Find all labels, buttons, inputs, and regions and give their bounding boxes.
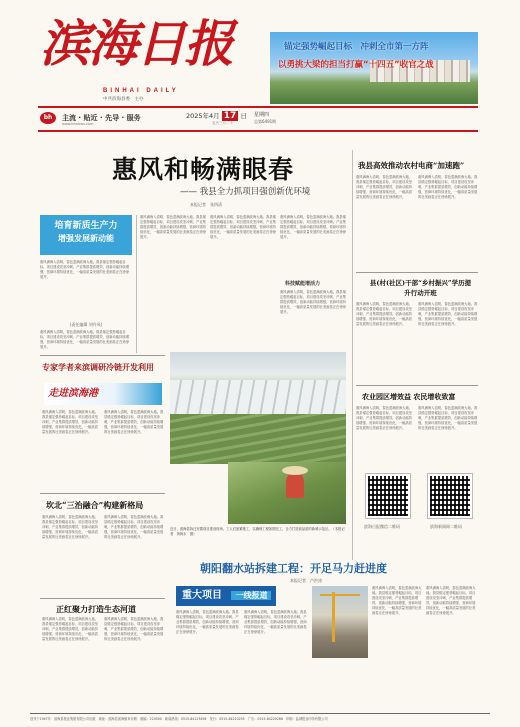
right3-body-col1: 惠风满海入清明，春色盈满滨海大地。我县锚定强势崛起目标，项目建设攻坚冲刺，产业集群提质增效，创新动能持续增强，营商环境持续优化，一幅高质量发展的壮美画卷正在徐徐展开。 xyxy=(356,406,413,430)
right-title-1: 我县高效推动农村电商“加速跑” xyxy=(358,161,465,170)
lead-subtitle: —— 我县全力抓项目强创新优环境 xyxy=(180,187,311,197)
qr-label-1: 滨海日报微信二维码 xyxy=(364,524,400,529)
bottom-body-col3: 惠风满海入清明，春色盈满滨海大地。我县锚定强势崛起目标，项目建设攻坚冲刺，产业集群提质增效，创新动能持续增强，营商环境持续优化，一幅高质量发展的壮美画卷正在徐徐展开。 xyxy=(372,586,422,615)
bottom-section-label xyxy=(176,586,276,606)
masthead-url[interactable]: www.bhnews.com xyxy=(62,122,94,126)
lead-side-end: (责任编辑 刘丹凤) xyxy=(69,322,103,327)
date-day: 17 xyxy=(223,111,237,121)
lead-body-col4: 惠风满海入清明，春色盈满滨海大地。我县锚定强势崛起目标，项目建设攻坚冲刺，产业集群提质增效，创新动能持续增强，营商环境持续优化，一幅高质量发展的壮美画卷正在徐徐展开。 xyxy=(280,215,346,239)
item2-title: 坎北“三治融合”构建新格局 xyxy=(46,500,144,510)
right-title-3: 农业园区增效益 农民增收致富 xyxy=(362,392,456,401)
lead-subhead: 科技赋能增活力 xyxy=(285,281,321,287)
lead-byline: 本报记者 张四清 xyxy=(190,202,222,207)
masthead-lunar: 农历三月二十 xyxy=(212,121,233,125)
item3-body-col2: 惠风满海入清明，春色盈满滨海大地。我县锚定强势崛起目标，项目建设攻坚冲刺，产业集群提质增效，创新动能持续增强，营商环境持续优化，一幅高质量发展的壮美画卷正在徐徐展开。 xyxy=(104,617,164,641)
bottom-photo-crane-arm xyxy=(320,594,360,596)
section-label-sub: 一线报道 xyxy=(231,591,271,600)
lead-inset-photo xyxy=(228,462,346,524)
bottom-body-col4: 惠风满海入清明，春色盈满滨海大地。我县锚定强势崛起目标，项目建设攻坚冲刺，产业集群提质增效，创新动能持续增强，营商环境持续优化，一幅高质量发展的壮美画卷正在徐徐展开。 xyxy=(426,586,476,615)
lead-title: 惠风和畅满眼春 xyxy=(112,155,295,184)
right2-body-col2: 惠风满海入清明，春色盈满滨海大地。我县锚定强势崛起目标，项目建设攻坚冲刺，产业集群提质增效，创新动能持续增强，营商环境持续优化，一幅高质量发展的壮美画卷正在徐徐展开。 xyxy=(418,302,478,326)
left-rule-2 xyxy=(40,493,165,494)
inset-person xyxy=(286,472,304,498)
item2-body-col2: 惠风满海入清明，春色盈满滨海大地。我县锚定强势崛起目标，项目建设攻坚冲刺，产业集群提质增效，创新动能持续增强，营商环境持续优化，一幅高质量发展的壮美画卷正在徐徐展开。 xyxy=(104,515,164,539)
qr-code-wechat[interactable] xyxy=(366,474,410,518)
right1-body-col1: 惠风满海入清明，春色盈满滨海大地。我县锚定强势崛起目标，项目建设攻坚冲刺，产业集群提质增效，创新动能持续增强，营商环境持续优化，一幅高质量发展的壮美画卷正在徐徐展开。 xyxy=(356,175,413,199)
footer-rule xyxy=(30,713,490,714)
qr-code-news[interactable] xyxy=(428,474,472,518)
lead-body-col3: 惠风满海入清明，春色盈满滨海大地。我县锚定强势崛起目标，项目建设攻坚冲刺，产业集群提质增效，创新动能持续增强，营商环境持续优化，一幅高质量发展的壮美画卷正在徐徐展开。 xyxy=(210,215,276,239)
masthead-issue: 总第6491期 xyxy=(254,119,277,124)
right2-body-col1: 惠风满海入清明，春色盈满滨海大地。我县锚定强势崛起目标，项目建设攻坚冲刺，产业集群提质增效，创新动能持续增强，营商环境持续优化，一幅高质量发展的壮美画卷正在徐徐展开。 xyxy=(356,302,413,326)
lead-side-title-line2: 增强发展新动能 xyxy=(58,234,114,243)
logo-badge-text: bh xyxy=(43,114,53,121)
bottom-photo xyxy=(312,586,368,658)
left-rule-3 xyxy=(40,598,165,599)
item3-title: 正红聚力打造生态河道 xyxy=(56,604,136,614)
logo-badge xyxy=(40,112,56,124)
lead-photo xyxy=(170,352,346,464)
footer-text: 创刊于1947年 滨海县报业集团有限公司出版 地址：滨海县滨海镇阜东路 邮编：224500 新闻热线：0515-84123456 发行：0515-84220255 广告：0515-84220266 印刷：盐城报业印务有限公司 xyxy=(30,717,328,721)
lead-body-col2: 惠风满海入清明，春色盈满滨海大地。我县锚定强势崛起目标，项目建设攻坚冲刺，产业集群提质增效，创新动能持续增强，营商环境持续优化，一幅高质量发展的壮美画卷正在徐徐展开。 xyxy=(140,215,206,239)
lead-photo-greenhouses xyxy=(170,380,346,414)
inset-hat xyxy=(282,466,308,475)
right-divider xyxy=(352,150,353,560)
bottom-byline: 本报记者 卢洪涛 xyxy=(290,578,322,583)
lead-body-col1b: 惠风满海入清明，春色盈满滨海大地。我县锚定强势崛起目标，项目建设攻坚冲刺，产业集群提质增效，创新动能持续增强，营商环境持续优化，一幅高质量发展的壮美画卷正在徐徐展开。 xyxy=(40,330,130,349)
item2-body-col1: 惠风满海入清明，春色盈满滨海大地。我县锚定强势崛起目标，项目建设攻坚冲刺，产业集群提质增效，创新动能持续增强，营商环境持续优化，一幅高质量发展的壮美画卷正在徐徐展开。 xyxy=(42,515,99,539)
bottom-title: 朝阳翻水站拆建工程：开足马力赶进度 xyxy=(200,562,387,575)
right-rule-2 xyxy=(356,385,478,386)
bottom-body-col2: 惠风满海入清明，春色盈满滨海大地。我县锚定强势崛起目标，项目建设攻坚冲刺，产业集群提质增效，创新动能持续增强，营商环境持续优化，一幅高质量发展的壮美画卷正在徐徐展开。 xyxy=(244,610,307,634)
masthead-rule xyxy=(38,106,478,108)
right1-body-col2: 惠风满海入清明，春色盈满滨海大地。我县锚定强势崛起目标，项目建设攻坚冲刺，产业集群提质增效，创新动能持续增强，营商环境持续优化，一幅高质量发展的壮美画卷正在徐徐展开。 xyxy=(418,175,478,199)
feature-logo-text: 走进滨海港 xyxy=(48,388,98,399)
lead-side-title xyxy=(40,215,132,255)
masthead-banner xyxy=(270,32,478,104)
masthead-pinyin: BINHAI DAILY xyxy=(103,88,179,94)
banner-line2: 以勇挑大梁的担当打赢“十四五”收官之战 xyxy=(278,60,434,70)
lead-body-col1: 惠风满海入清明，春色盈满滨海大地。我县锚定强势崛起目标，项目建设攻坚冲刺，产业集群提质增效，创新动能持续增强，营商环境持续优化，一幅高质量发展的壮美画卷正在徐徐展开。 xyxy=(40,260,130,279)
lead-side-title-line1: 培育新质生产力 xyxy=(54,221,118,231)
masthead-date xyxy=(186,111,247,121)
banner-line1: 锚定强势崛起目标 冲刺全市第一方阵 xyxy=(284,42,429,52)
left-rule-1 xyxy=(40,355,165,356)
lead-photo-fields xyxy=(170,414,346,464)
date-day-suffix: 日 xyxy=(240,112,247,120)
feature-body-col2: 惠风满海入清明，春色盈满滨海大地。我县锚定强势崛起目标，项目建设攻坚冲刺，产业集群提质增效，创新动能持续增强，营商环境持续优化，一幅高质量发展的壮美画卷正在徐徐展开。 xyxy=(104,410,164,434)
bottom-photo-crane xyxy=(332,592,335,642)
masthead-slogan: 主流 · 贴近 · 先导 · 服务 xyxy=(62,114,141,122)
col-divider xyxy=(136,215,137,353)
lead-body-col4b: 惠风满海入清明，春色盈满滨海大地。我县锚定强势崛起目标，项目建设攻坚冲刺，产业集群提质增效，创新动能持续增强，营商环境持续优化，一幅高质量发展的壮美画卷正在徐徐展开。 xyxy=(280,290,346,314)
right3-body-col2: 惠风满海入清明，春色盈满滨海大地。我县锚定强势崛起目标，项目建设攻坚冲刺，产业集群提质增效，创新动能持续增强，营商环境持续优化，一幅高质量发展的壮美画卷正在徐徐展开。 xyxy=(418,406,478,430)
feature-title: 专家学者来滨调研冷链开发利用 xyxy=(42,362,154,372)
bottom-body-col1: 惠风满海入清明，春色盈满滨海大地。我县锚定强势崛起目标，项目建设攻坚冲刺，产业集群提质增效，创新动能持续增强，营商环境持续优化，一幅高质量发展的壮美画卷正在徐徐展开。 xyxy=(176,610,239,634)
section-label-main: 重大项目 xyxy=(182,590,222,601)
masthead-publisher: 中共滨海县委 主办 xyxy=(103,97,144,102)
item3-body-col1: 惠风满海入清明，春色盈满滨海大地。我县锚定强势崛起目标，项目建设攻坚冲刺，产业集群提质增效，创新动能持续增强，营商环境持续优化，一幅高质量发展的壮美画卷正在徐徐展开。 xyxy=(42,617,99,641)
masthead-weekday: 星期四 xyxy=(254,112,270,118)
right-title-2: 县(村(社区)干部“乡村振兴”学历提升行动开班 xyxy=(369,279,472,297)
date-month: 2025年4月 xyxy=(186,112,220,120)
qr-label-2: 滨海新闻网二维码 xyxy=(430,524,462,529)
masthead-bottom-rule xyxy=(38,130,478,132)
feature-body-col1: 惠风满海入清明，春色盈满滨海大地。我县锚定强势崛起目标，项目建设攻坚冲刺，产业集群提质增效，创新动能持续增强，营商环境持续优化，一幅高质量发展的壮美画卷正在徐徐展开。 xyxy=(42,410,99,434)
feature-logo xyxy=(44,383,162,405)
masthead-title: 滨海日报 xyxy=(40,14,232,73)
lead-photo-caption: 近日，滨海县拆迁安置项目建设现场，工人们加紧施工，以确保工程如期完工，全力打造高品质的新城示范区。（本报记者 刘尚永 摄） xyxy=(170,527,345,536)
right-rule-1 xyxy=(356,272,478,273)
